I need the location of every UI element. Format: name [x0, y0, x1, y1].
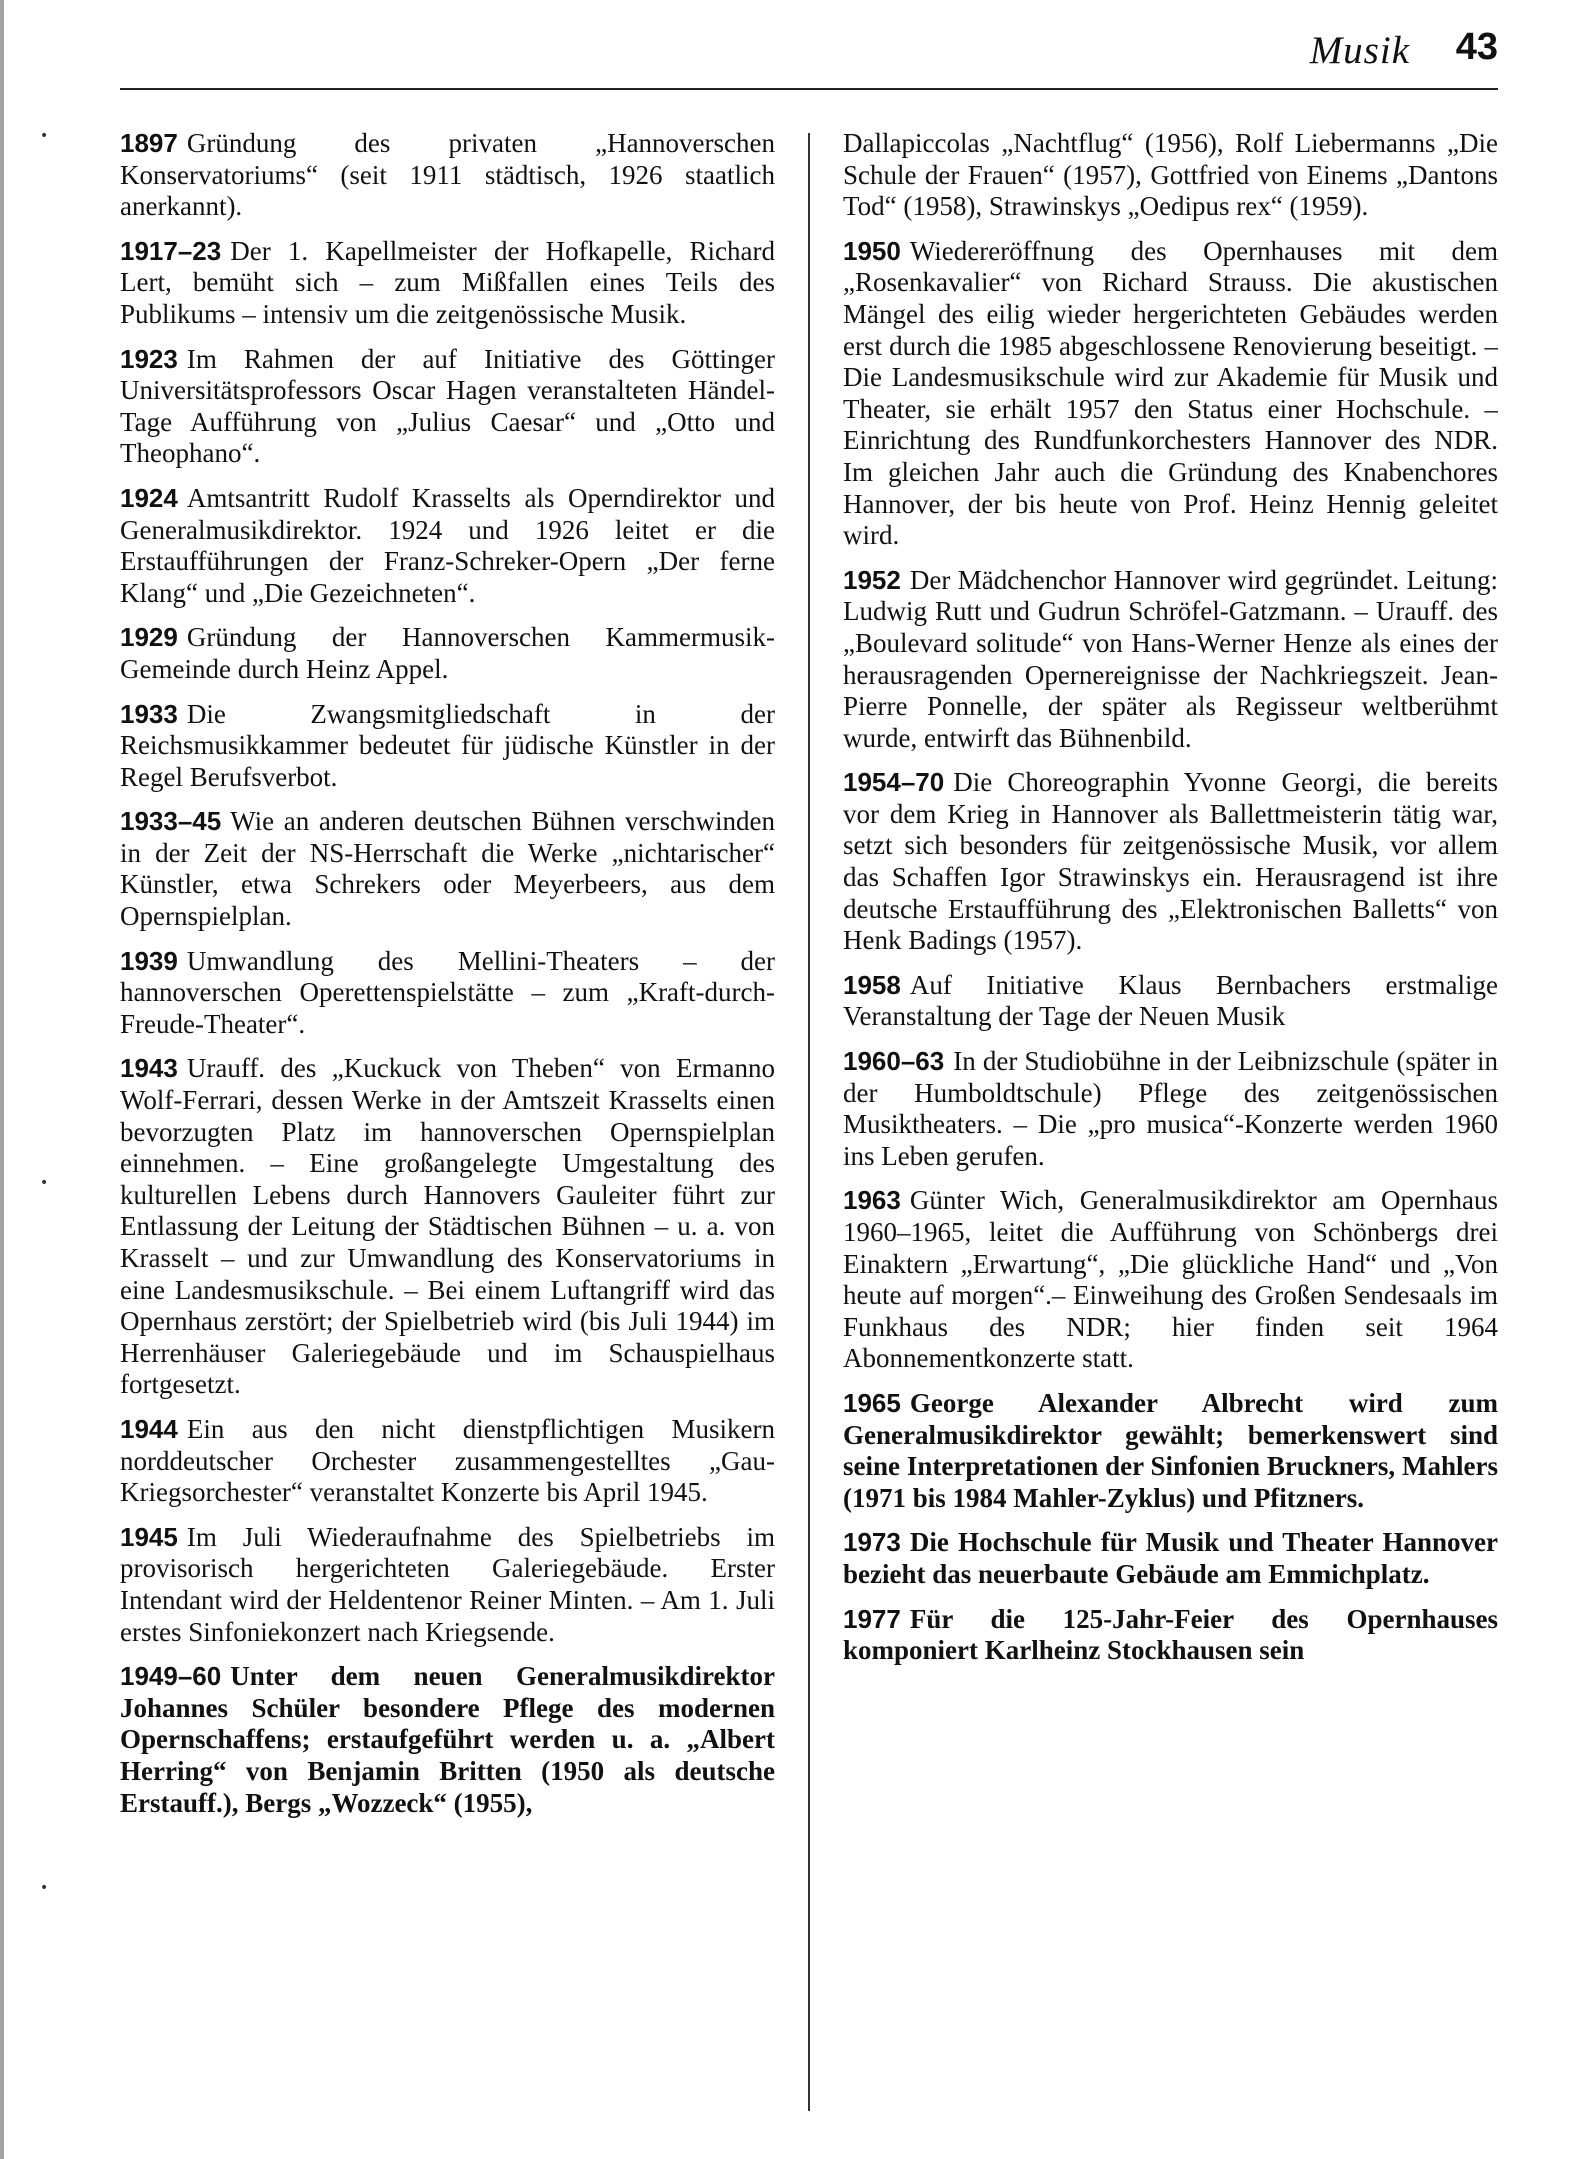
chronicle-entry — [843, 970, 1498, 1033]
entry-text: Unter dem neuen Generalmusikdirektor Johannes Schüler besondere Pflege des modernen Opernschaffens; erstaufgeführt werden u. a. „Albert Herring“ von Benjamin Britten (1950 als deutsche Erstauff.), Bergs „Wozzeck“ (1955), — [120, 1661, 775, 1818]
chronicle-entry — [120, 344, 775, 470]
chronicle-entry — [120, 1661, 775, 1819]
left-column — [120, 128, 775, 2128]
chronicle-entry — [843, 565, 1498, 755]
entry-year: 1963 — [843, 1185, 901, 1216]
chronicle-entry — [843, 1604, 1498, 1667]
running-header — [120, 18, 1498, 90]
chronicle-entry — [120, 699, 775, 794]
entry-year: 1960–63 — [843, 1046, 945, 1077]
entry-year: 1897 — [120, 128, 178, 158]
entry-year: 1958 — [843, 969, 901, 1000]
chronicle-entry — [843, 1185, 1498, 1375]
scan-speck: • — [40, 128, 49, 144]
entry-year: 1965 — [843, 1387, 901, 1418]
scan-speck: • — [40, 1880, 49, 1896]
chronicle-entry — [120, 1053, 775, 1401]
chronicle-entry — [843, 1046, 1498, 1172]
entry-year: 1917–23 — [120, 235, 222, 266]
entry-text: Im Juli Wiederaufnahme des Spielbetriebs im provisorisch hergerichteten Galeriegebäude. Erster Intendant wird der Heldentenor Reiner Minten. – Am 1. Juli erstes Sinfoniekonzert nach Kriegsende. — [120, 1521, 775, 1647]
entry-year: 1973 — [843, 1527, 901, 1558]
entry-text: In der Studiobühne in der Leibnizschule (später in der Humboldtschule) Pflege des zeitgenössischen Musiktheaters. – Die „pro musica“-Konzerte werden 1960 ins Leben gerufen. — [843, 1046, 1498, 1171]
chronicle-entry — [843, 767, 1498, 957]
chronicle-entry — [120, 483, 775, 609]
entry-text: Die Zwangsmitgliedschaft in der Reichsmusikkammer bedeutet für jüdische Künstler in der Regel Berufsverbot. — [120, 698, 775, 792]
binding-edge — [0, 0, 4, 2159]
entry-year: 1933–45 — [120, 806, 222, 837]
entry-year: 1939 — [120, 945, 178, 976]
entry-text: Wie an anderen deutschen Bühnen verschwinden in der Zeit der NS-Herrschaft die Werke „nichtarischer“ Künstler, etwa Schrekers oder Meyerbeers, aus dem Opernspielplan. — [120, 806, 775, 932]
entry-text: Auf Initiative Klaus Bernbachers erstmalige Veranstaltung der Tage der Neuen Musik — [843, 969, 1498, 1032]
entry-year: 1977 — [843, 1603, 901, 1634]
entry-text: Die Hochschule für Musik und Theater Hannover bezieht das neuerbaute Gebäude am Emmichplatz. — [843, 1527, 1498, 1589]
chronicle-entry — [120, 622, 775, 685]
entry-text: Günter Wich, Generalmusikdirektor am Opernhaus 1960–1965, leitet die Aufführung von Schönbergs drei Einaktern „Erwartung“, „Die glückliche Hand“ und „Von heute auf morgen“.– Einweihung des Großen Sendesaals im Funkhaus des NDR; hier finden seit 1964 Abonnementkonzerte statt. — [843, 1185, 1498, 1374]
entry-year: 1929 — [120, 622, 178, 653]
page-number: 43 — [1455, 26, 1498, 68]
entry-text: Der 1. Kapellmeister der Hofkapelle, Richard Lert, bemüht sich – zum Mißfallen eines Teils des Publikums – intensiv um die zeitgenössische Musik. — [120, 235, 775, 329]
column-divider — [808, 133, 810, 2111]
entry-text: Gründung des privaten „Hannoverschen Konservatoriums“ (seit 1911 städtisch, 1926 staatlich anerkannt). — [120, 128, 775, 222]
chronicle-entry — [843, 1388, 1498, 1514]
entry-year: 1949–60 — [120, 1661, 222, 1692]
entry-year: 1924 — [120, 482, 178, 513]
right-column — [843, 128, 1498, 2128]
entry-text: Die Choreographin Yvonne Georgi, die bereits vor dem Krieg in Hannover als Ballettmeisterin tätig war, setzt sich besonders für zeitgenössische Musik, vor allem das Schaffen Igor Strawinskys ein. Herausragend ist ihre deutsche Erstaufführung des „Elektronischen Balletts“ von Henk Badings (1957). — [843, 767, 1498, 956]
entry-text: Gründung der Hannoverschen Kammermusik-Gemeinde durch Heinz Appel. — [120, 622, 775, 684]
entry-text: George Alexander Albrecht wird zum Generalmusikdirektor gewählt; bemerkenswert sind seine Interpretationen der Sinfonien Bruckners, Mahlers (1971 bis 1984 Mahler-Zyklus) und Pfitzners. — [843, 1387, 1498, 1513]
entry-text: Der Mädchenchor Hannover wird gegründet. Leitung: Ludwig Rutt und Gudrun Schröfel-Gatzmann. – Urauff. des „Boulevard solitude“ von Hans-Werner Henze als eines der herausragenden Opernereignisse der Nachkriegszeit. Jean-Pierre Ponnelle, der später als Regisseur weltberühmt wurde, entwirft das Bühnenbild. — [843, 564, 1498, 753]
section-title: Musik — [1309, 29, 1410, 72]
scan-speck: • — [40, 1175, 49, 1191]
chronicle-entry — [843, 1527, 1498, 1590]
chronicle-entry — [120, 806, 775, 932]
entry-text: Urauff. des „Kuckuck von Theben“ von Ermanno Wolf-Ferrari, dessen Werke in der Amtszeit Krasselts einen bevorzugten Platz im hannoverschen Opernspielplan einnehmen. – Eine großangelegte Umgestaltung des kulturellen Lebens durch Hannovers Gauleiter führt zur Entlassung der Leitung der Städtischen Bühnen – u. a. von Krasselt – und zur Umwandlung des Konservatoriums in eine Landesmusikschule. – Bei einem Luftangriff wird das Opernhaus zerstört; der Spielbetrieb wird (bis Juli 1944) im Herrenhäuser Galeriegebäude und im Schauspielhaus fortgesetzt. — [120, 1053, 775, 1400]
entry-year: 1950 — [843, 235, 901, 266]
entry-text: Im Rahmen der auf Initiative des Göttinger Universitätsprofessors Oscar Hagen veranstalteten Händel-Tage Aufführung von „Julius Caesar“ und „Otto und Theophano“. — [120, 343, 775, 469]
chronicle-entry — [120, 946, 775, 1041]
entry-year: 1923 — [120, 343, 178, 374]
entry-year: 1933 — [120, 698, 178, 729]
entry-year: 1954–70 — [843, 767, 945, 798]
entry-year: 1944 — [120, 1413, 178, 1444]
continued-text: Dallapiccolas „Nachtflug“ (1956), Rolf Liebermanns „Die Schule der Frauen“ (1957), Gottfried von Einems „Dantons Tod“ (1958), Strawinskys „Oedipus rex“ (1959). — [843, 128, 1498, 222]
chronicle-entry — [120, 128, 775, 223]
entry-year: 1952 — [843, 564, 901, 595]
entry-text: Umwandlung des Mellini-Theaters – der hannoverschen Operettenspielstätte – zum „Kraft-durch-Freude-Theater“. — [120, 945, 775, 1039]
chronicle-entry — [120, 236, 775, 331]
entry-year: 1943 — [120, 1053, 178, 1084]
entry-text: Wiedereröffnung des Opernhauses mit dem „Rosenkavalier“ von Richard Strauss. Die akustischen Mängel des eilig wieder hergerichteten Gebäudes werden erst durch die 1985 abgeschlossene Renovierung beseitigt. – Die Landesmusikschule wird zur Akademie für Musik und Theater, sie erhält 1957 den Status einer Hochschule. – Einrichtung des Rundfunkorchesters Hannover des NDR. Im gleichen Jahr auch die Gründung des Knabenchores Hannover, der bis heute von Prof. Heinz Hennig geleitet wird. — [843, 235, 1498, 551]
entry-text: Amtsantritt Rudolf Krasselts als Operndirektor und Generalmusikdirektor. 1924 und 1926 leitet er die Erstaufführungen der Franz-Schreker-Opern „Der ferne Klang“ und „Die Gezeichneten“. — [120, 482, 775, 608]
chronicle-entry — [843, 236, 1498, 552]
entry-text: Für die 125-Jahr-Feier des Opernhauses komponiert Karlheinz Stockhausen sein — [843, 1603, 1498, 1666]
chronicle-entry — [120, 1522, 775, 1648]
chronicle-entry — [120, 1414, 775, 1509]
entry-text: Ein aus den nicht dienstpflichtigen Musikern norddeutscher Orchester zusammengestelltes „Gau-Kriegsorchester“ veranstaltet Konzerte bis April 1945. — [120, 1413, 775, 1508]
entry-year: 1945 — [120, 1521, 178, 1552]
